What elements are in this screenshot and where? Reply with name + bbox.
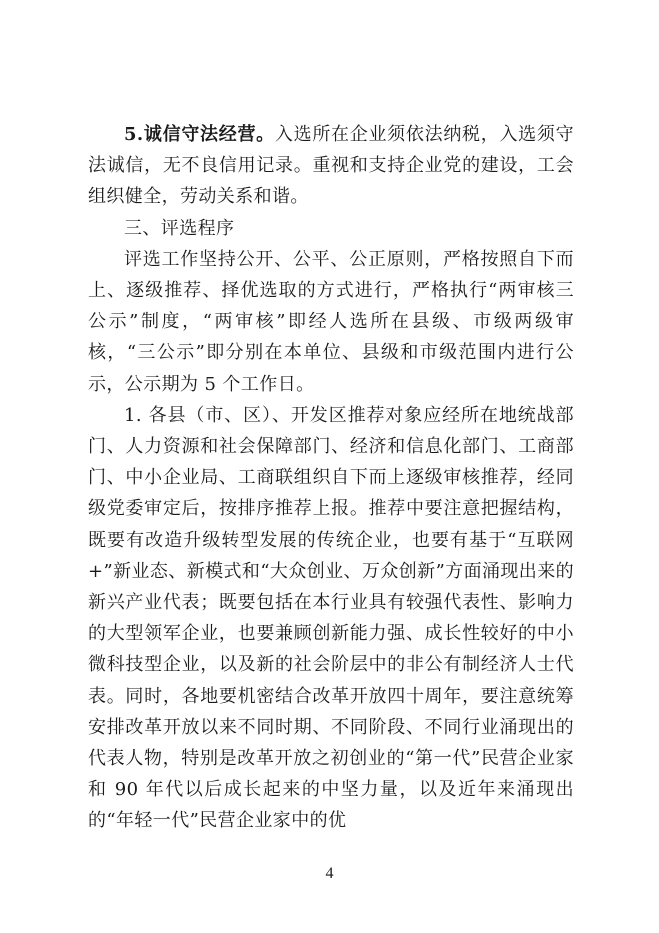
section-heading-procedure: 三、评选程序 [124,217,235,239]
page-number: 4 [325,865,334,882]
paragraph-integrity [88,119,574,213]
section-5-title: 5.诚信守法经营。 [124,124,275,145]
section-5-text: 入选所在企业须依法纳税，入选须守法诚信，无不良信用记录。重视和支持企业党的建设，工会组织健全，劳动关系和谐。 [88,124,575,208]
paragraph-item-1: 1. 各县（市、区）、开发区推荐对象应经所在地统战部门、人力资源和社会保障部门、经济和信息化部门、工商部门、中小企业局、工商联组织自下而上逐级审核推荐，经同级党委审定后，按排序推荐上报。推荐中要注意把握结构，既要有改造升级转型发展的传统企业，也要有基于“互联网+”新业态、新模式和“大众创业、万众创新”方面涌现出来的新兴产业代表；既要包括在本行业具有较强代表性、影响力的大型领军企业，也要兼顾创新能力强、成长性较好的中小微科技型企业，以及新的社会阶层中的非公有制经济人士代表。同时，各地要机密结合改革开放四十周年，要注意统筹安排改革开放以来不同时期、不同阶段、不同行业涌现出的代表人物，特别是改革开放之初创业的“第一代”民营企业家和 90 年代以后成长起来的中坚力量，以及近年来涌现出的“年轻一代”民营企业家中的优 [88,404,574,832]
paragraph-procedure: 评选工作坚持公开、公平、公正原则，严格按照自下而上、逐级推荐、择优选取的方式进行，严格执行“两审核三公示”制度，“两审核”即经人选所在县级、市级两级审核，“三公示”即分别在本单位、县级和市级范围内进行公示，公示期为 5 个工作日。 [88,248,574,395]
document-body [88,119,574,837]
